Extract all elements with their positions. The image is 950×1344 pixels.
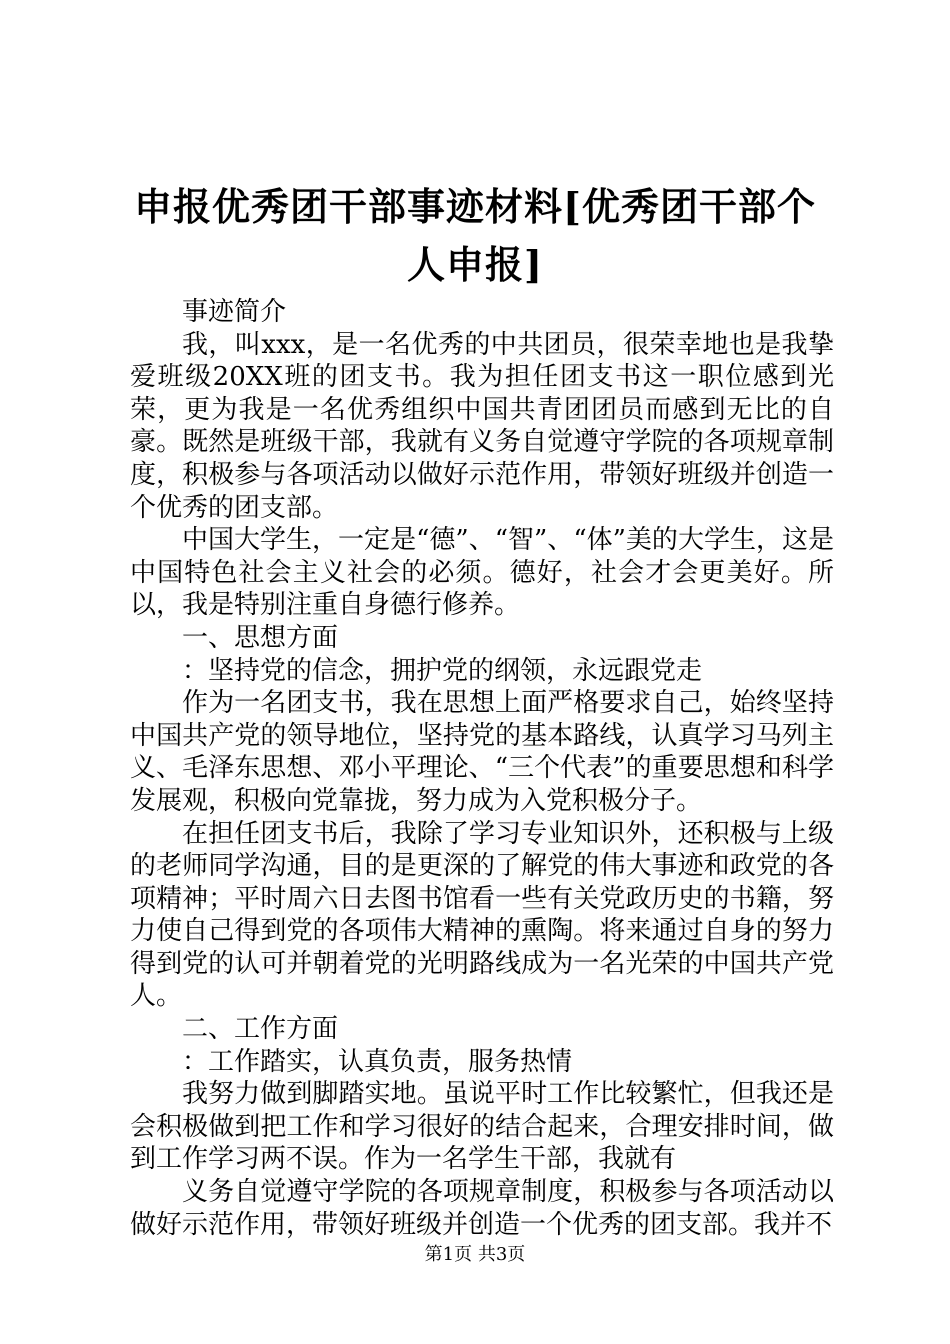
document-title: 申报优秀团干部事迹材料[优秀团干部个人申报]	[134, 184, 816, 287]
section-subheading-work: ：工作踏实，认真负责，服务热情	[182, 1046, 573, 1077]
paragraph: 作为一名团支书，我在思想上面严格要求自己，始终坚持中国共产党的领导地位，坚持党的基本路线，认真学习马列主义、毛泽东思想、邓小平理论、“三个代表”的重要思想和科学发展观，积极向党靠拢，努力成为入党积极分子。	[130, 688, 834, 816]
paragraph: 我，叫xxx，是一名优秀的中共团员，很荣幸地也是我挚爱班级20XX班的团支书。我为担任团支书这一职位感到光荣，更为我是一名优秀组织中国共青团团员而感到无比的自豪。既然是班级干部，我就有义务自觉遵守学院的各项规章制度，积极参与各项活动以做好示范作用，带领好班级并创造一个优秀的团支部。	[130, 329, 834, 523]
document-body	[130, 296, 834, 1241]
section-heading-work: 二、工作方面	[182, 1014, 339, 1045]
paragraph: 我努力做到脚踏实地。虽说平时工作比较繁忙，但我还是会积极做到把工作和学习很好的结合起来，合理安排时间，做到工作学习两不误。作为一名学生干部，我就有	[130, 1079, 834, 1175]
section-heading-thought: 一、思想方面	[182, 622, 339, 653]
paragraph: 在担任团支书后，我除了学习专业知识外，还积极与上级的老师同学沟通，目的是更深的了解党的伟大事迹和政党的各项精神；平时周六日去图书馆看一些有关党政历史的书籍，努力使自己得到党的各项伟大精神的熏陶。将来通过自身的努力得到党的认可并朝着党的光明路线成为一名光荣的中国共产党人。	[130, 818, 834, 1012]
paragraph: 中国大学生，一定是“德”、“智”、“体”美的大学生，这是中国特色社会主义社会的必须。德好，社会才会更美好。所以，我是特别注重自身德行修养。	[130, 525, 834, 621]
page-footer: 第1页 共3页	[424, 1244, 526, 1265]
section-subheading-thought: ：坚持党的信念，拥护党的纲领，永远跟党走	[182, 655, 703, 686]
section-heading-intro: 事迹简介	[182, 297, 287, 327]
paragraph: 义务自觉遵守学院的各项规章制度，积极参与各项活动以做好示范作用，带领好班级并创造一个优秀的团支部。我并不	[130, 1177, 834, 1240]
